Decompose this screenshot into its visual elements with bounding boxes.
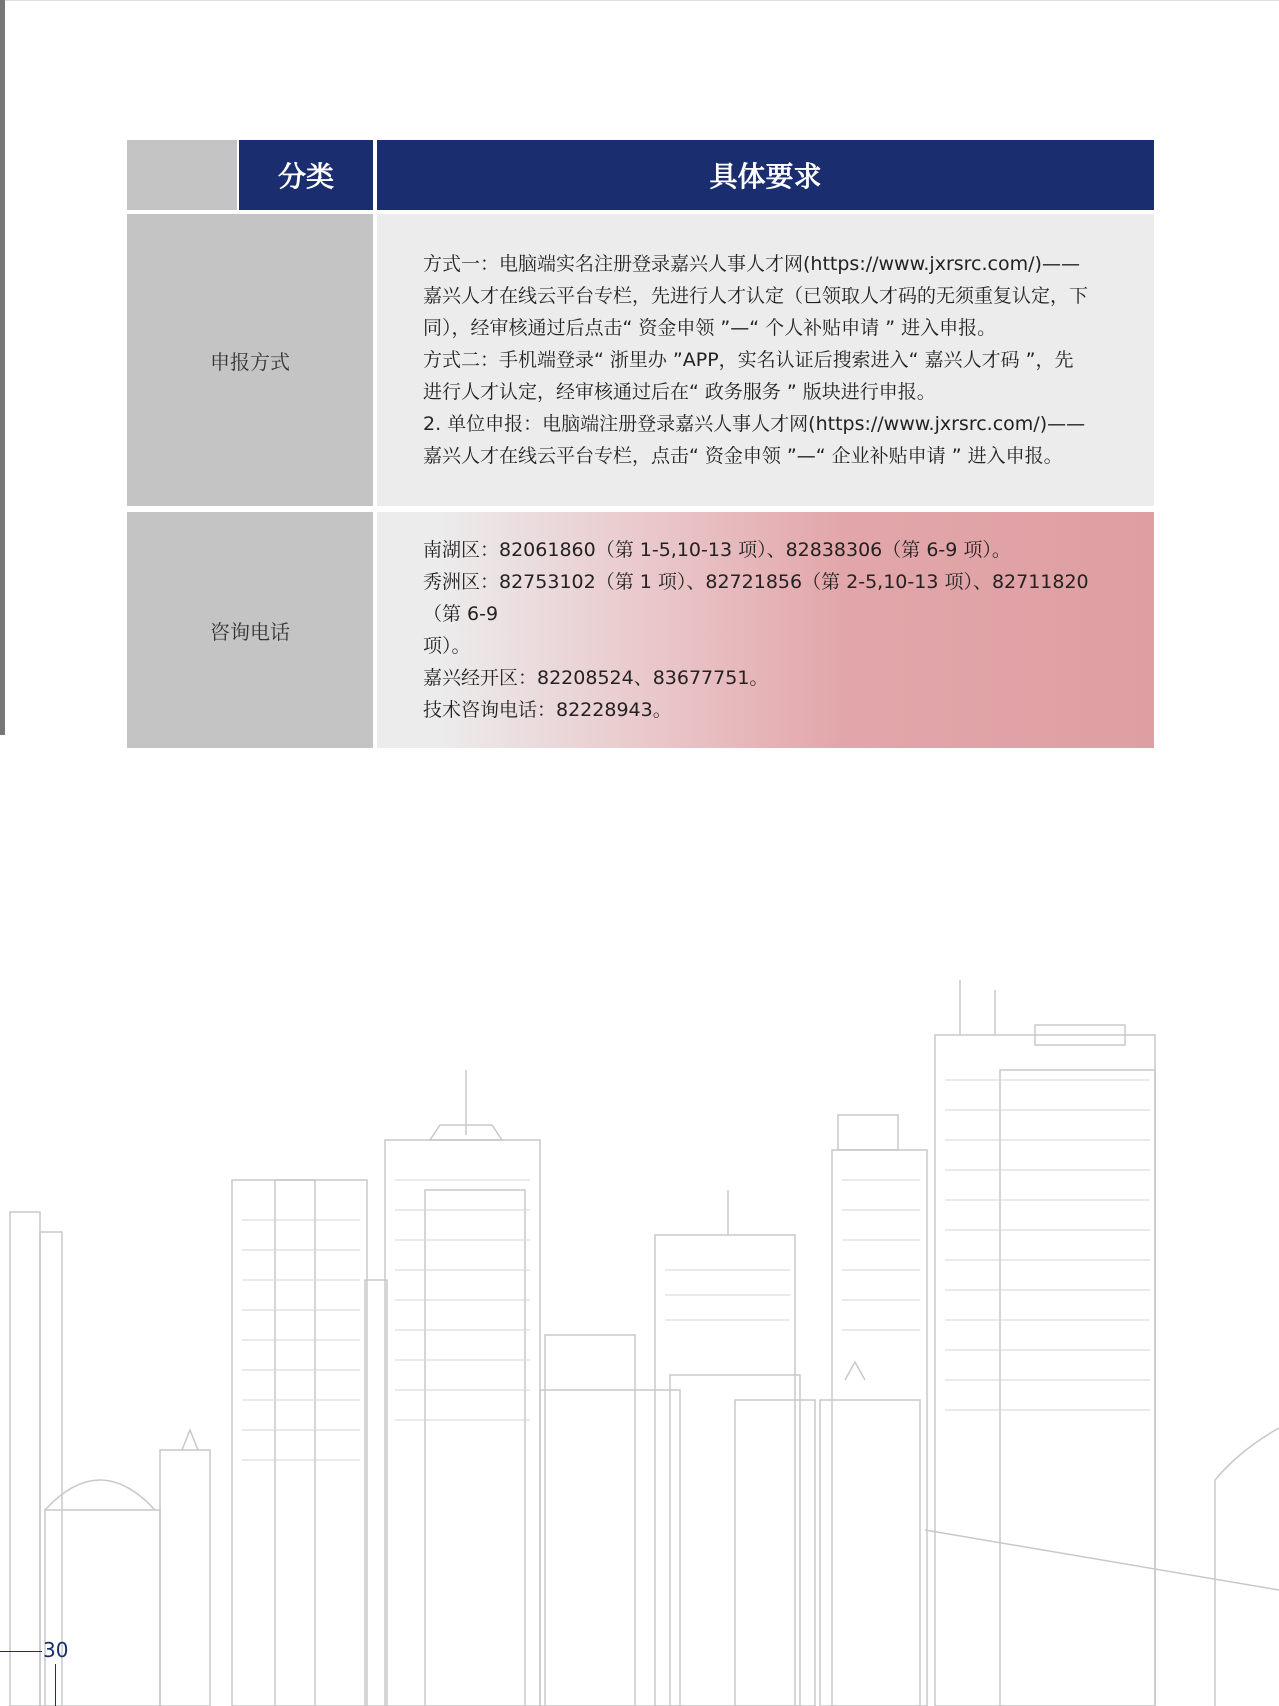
text-line: 秀洲区：82753102（第 1 项）、82721856（第 2-5,10-13 项）、82711820（第 6-9 (423, 571, 1089, 625)
header-category: 分类 (239, 140, 373, 210)
text-line: 2. 单位申报：电脑端注册登录嘉兴人事人才网(https://www.jxrsrc.com/)—— (423, 413, 1086, 435)
text-line: 方式二：手机端登录“ 浙里办 ”APP，实名认证后搜索进入“ 嘉兴人才码 ”，先 (423, 349, 1074, 371)
text-line: 方式一：电脑端实名注册登录嘉兴人事人才网(https://www.jxrsrc.com/)—— (423, 253, 1080, 275)
top-divider (5, 0, 1279, 1)
text-line: 嘉兴人才在线云平台专栏，点击“ 资金申领 ”—“ 企业补贴申请 ” 进入申报。 (423, 445, 1063, 467)
city-skyline-illustration (0, 950, 1279, 1706)
text-line: 嘉兴人才在线云平台专栏，先进行人才认定（已领取人才码的无须重复认定，下 (423, 285, 1089, 307)
text-line: 同），经审核通过后点击“ 资金申领 ”—“ 个人补贴申请 ” 进入申报。 (423, 317, 997, 339)
page-number: 30 (43, 1638, 69, 1662)
text-line: 技术咨询电话：82228943。 (423, 699, 672, 721)
page-number-vertical-rule (55, 1664, 56, 1706)
text-line: 南湖区：82061860（第 1-5,10-13 项）、82838306（第 6-9 项）。 (423, 539, 1011, 561)
left-edge-bar (0, 0, 5, 735)
page-number-rule (0, 1651, 42, 1652)
text-line: 项）。 (423, 635, 471, 657)
text-line: 进行人才认定，经审核通过后在“ 政务服务 ” 版块进行申报。 (423, 381, 936, 403)
row-content-consult-phone (377, 512, 1154, 748)
row-label-application-method: 申报方式 (127, 214, 373, 506)
header-blank-cell (127, 140, 237, 210)
header-requirement: 具体要求 (377, 140, 1154, 210)
row-label-consult-phone: 咨询电话 (127, 512, 373, 748)
row-content-application-method (377, 214, 1154, 506)
text-line: 嘉兴经开区：82208524、83677751。 (423, 667, 769, 689)
